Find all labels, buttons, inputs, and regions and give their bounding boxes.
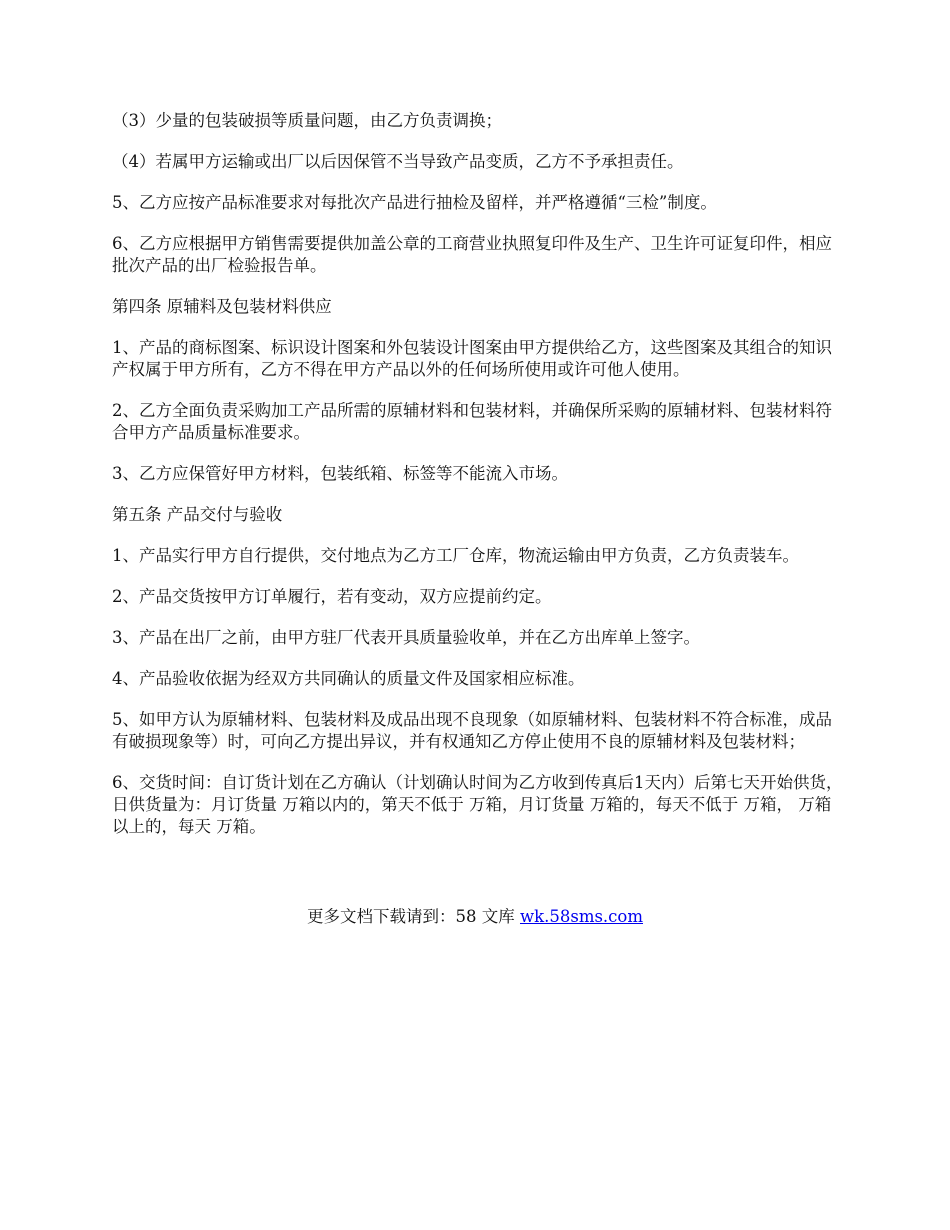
paragraph: 5、乙方应按产品标准要求对每批次产品进行抽检及留样，并严格遵循“三检”制度。: [112, 193, 717, 212]
footer-link[interactable]: wk.58sms.com: [519, 907, 643, 926]
section-heading: 第五条 产品交付与验收: [112, 505, 283, 524]
paragraph: 3、乙方应保管好甲方材料，包装纸箱、标签等不能流入市场。: [112, 464, 568, 483]
paragraph: （3）少量的包装破损等质量问题，由乙方负责调换；: [112, 111, 502, 130]
paragraph: 1、产品的商标图案、标识设计图案和外包装设计图案由甲方提供给乙方，这些图案及其组合的知识产权属于甲方所有，乙方不得在甲方产品以外的任何场所使用或许可他人使用。: [112, 338, 832, 379]
paragraph: 4、产品验收依据为经双方共同确认的质量文件及国家相应标准。: [112, 669, 585, 688]
document-body: [112, 110, 847, 857]
footer-text: 更多文档下载请到：58 文库: [306, 907, 520, 926]
footer: [0, 906, 950, 928]
paragraph: 3、产品在出厂之前，由甲方驻厂代表开具质量验收单，并在乙方出库单上签字。: [112, 628, 700, 647]
paragraph: 2、产品交货按甲方订单履行，若有变动，双方应提前约定。: [112, 587, 552, 606]
paragraph: 6、乙方应根据甲方销售需要提供加盖公章的工商营业执照复印件及生产、卫生许可证复印件，相应批次产品的出厂检验报告单。: [112, 234, 832, 275]
paragraph: 1、产品实行甲方自行提供，交付地点为乙方工厂仓库，物流运输由甲方负责，乙方负责装车。: [112, 546, 799, 565]
paragraph: 2、乙方全面负责采购加工产品所需的原辅材料和包装材料，并确保所采购的原辅材料、包装材料符合甲方产品质量标准要求。: [112, 401, 832, 442]
paragraph: （4）若属甲方运输或出厂以后因保管不当导致产品变质，乙方不予承担责任。: [112, 152, 684, 171]
paragraph: 6、交货时间：自订货计划在乙方确认（计划确认时间为乙方收到传真后1天内）后第七天开始供货，日供货量为：月订货量 万箱以内的，第天不低于 万箱，月订货量 万箱的，每天不低于 万箱， 万箱以上的，每天 万箱。: [112, 773, 843, 836]
paragraph: 5、如甲方认为原辅材料、包装材料及成品出现不良现象（如原辅材料、包装材料不符合标准，成品有破损现象等）时，可向乙方提出异议，并有权通知乙方停止使用不良的原辅材料及包装材料；: [112, 710, 832, 751]
section-heading: 第四条 原辅料及包装材料供应: [112, 297, 332, 316]
